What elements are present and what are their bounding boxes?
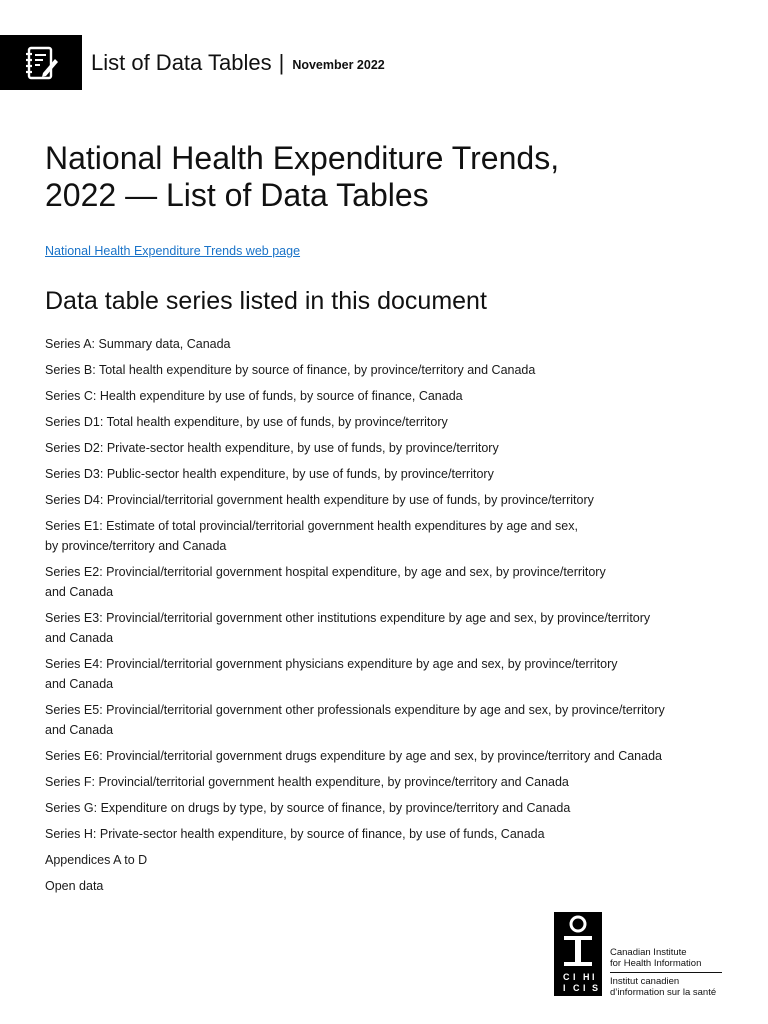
logo-letter: C <box>573 983 580 993</box>
logo-english-line-1: Canadian Institute <box>610 947 687 958</box>
series-item-text: Series D4: Provincial/territorial government health expenditure by use of funds, by province/territory <box>45 493 594 507</box>
document-title-line-1: National Health Expenditure Trends, <box>45 140 560 176</box>
series-list-item <box>45 850 745 870</box>
series-item-text: Series E4: Provincial/territorial government physicians expenditure by age and sex, by province/territory <box>45 657 618 671</box>
series-list-item <box>45 654 745 694</box>
logo-letter: S <box>592 983 599 993</box>
series-list-item <box>45 608 745 648</box>
series-item-text: Series B: Total health expenditure by source of finance, by province/territory and Canada <box>45 363 536 377</box>
logo-letter: H <box>583 972 590 982</box>
series-item-text: Series C: Health expenditure by use of funds, by source of finance, Canada <box>45 389 463 403</box>
series-list <box>45 334 745 902</box>
logo-divider <box>610 972 722 973</box>
series-item-text-continued: and Canada <box>45 585 114 599</box>
document-title-line-2: 2022 — List of Data Tables <box>45 177 429 213</box>
series-list-item <box>45 824 745 844</box>
section-heading: Data table series listed in this document <box>45 287 487 315</box>
series-item-text: Series H: Private-sector health expenditure, by source of finance, by use of funds, Canada <box>45 827 545 841</box>
header-separator: | <box>278 49 285 75</box>
series-item-text: Series E2: Provincial/territorial government hospital expenditure, by age and sex, by province/territory <box>45 565 606 579</box>
cihi-logo-mark <box>554 912 602 996</box>
series-item-text: Series E6: Provincial/territorial government drugs expenditure by age and sex, by province/territory and Canada <box>45 749 662 763</box>
series-item-text-continued: by province/territory and Canada <box>45 539 227 553</box>
series-list-item <box>45 360 745 380</box>
series-item-text-continued: and Canada <box>45 631 114 645</box>
series-list-item <box>45 438 745 458</box>
header-title: List of Data Tables <box>91 49 272 75</box>
logo-letter: C <box>563 972 570 982</box>
cihi-logo <box>554 912 724 1000</box>
series-item-text: Open data <box>45 879 104 893</box>
logo-letter: I <box>563 983 566 993</box>
logo-french-line-1: Institut canadien <box>610 976 680 987</box>
series-list-item <box>45 772 745 792</box>
series-item-text: Series E5: Provincial/territorial government other professionals expenditure by age and sex, by province/territory <box>45 703 665 717</box>
series-item-text: Series G: Expenditure on drugs by type, by source of finance, by province/territory and Canada <box>45 801 571 815</box>
series-list-item <box>45 516 745 556</box>
series-list-item <box>45 798 745 818</box>
logo-letter: I <box>592 972 595 982</box>
series-item-text-continued: and Canada <box>45 723 114 737</box>
logo-french-line-2: d’information sur la santé <box>610 987 717 998</box>
logo-letter: I <box>573 972 576 982</box>
series-list-item <box>45 412 745 432</box>
series-item-text: Series E1: Estimate of total provincial/territorial government health expenditures by age and sex, <box>45 519 578 533</box>
series-item-text: Series D3: Public-sector health expenditure, by use of funds, by province/territory <box>45 467 494 481</box>
series-item-text: Series D1: Total health expenditure, by use of funds, by province/territory <box>45 415 448 429</box>
series-list-item <box>45 386 745 406</box>
notebook-pencil-icon <box>0 35 82 90</box>
series-item-text: Series A: Summary data, Canada <box>45 337 231 351</box>
series-list-item <box>45 876 745 896</box>
series-list-item <box>45 334 745 354</box>
logo-english-line-2: for Health Information <box>610 958 702 969</box>
series-item-text: Series E3: Provincial/territorial government other institutions expenditure by age and sex, by province/territory <box>45 611 651 625</box>
series-item-text-continued: and Canada <box>45 677 114 691</box>
header-date: November 2022 <box>292 57 385 72</box>
series-list-item <box>45 464 745 484</box>
series-list-item <box>45 700 745 740</box>
series-list-item <box>45 562 745 602</box>
logo-letter: I <box>583 983 586 993</box>
series-item-text: Series F: Provincial/territorial government health expenditure, by province/territory and Canada <box>45 775 569 789</box>
series-list-item <box>45 490 745 510</box>
document-title <box>45 140 725 214</box>
series-item-text: Series D2: Private-sector health expenditure, by use of funds, by province/territory <box>45 441 499 455</box>
series-list-item <box>45 746 745 766</box>
page-header <box>0 35 385 90</box>
cihi-logo-text <box>610 912 722 1000</box>
series-item-text: Appendices A to D <box>45 853 148 867</box>
web-page-link[interactable]: National Health Expenditure Trends web page <box>45 244 301 258</box>
